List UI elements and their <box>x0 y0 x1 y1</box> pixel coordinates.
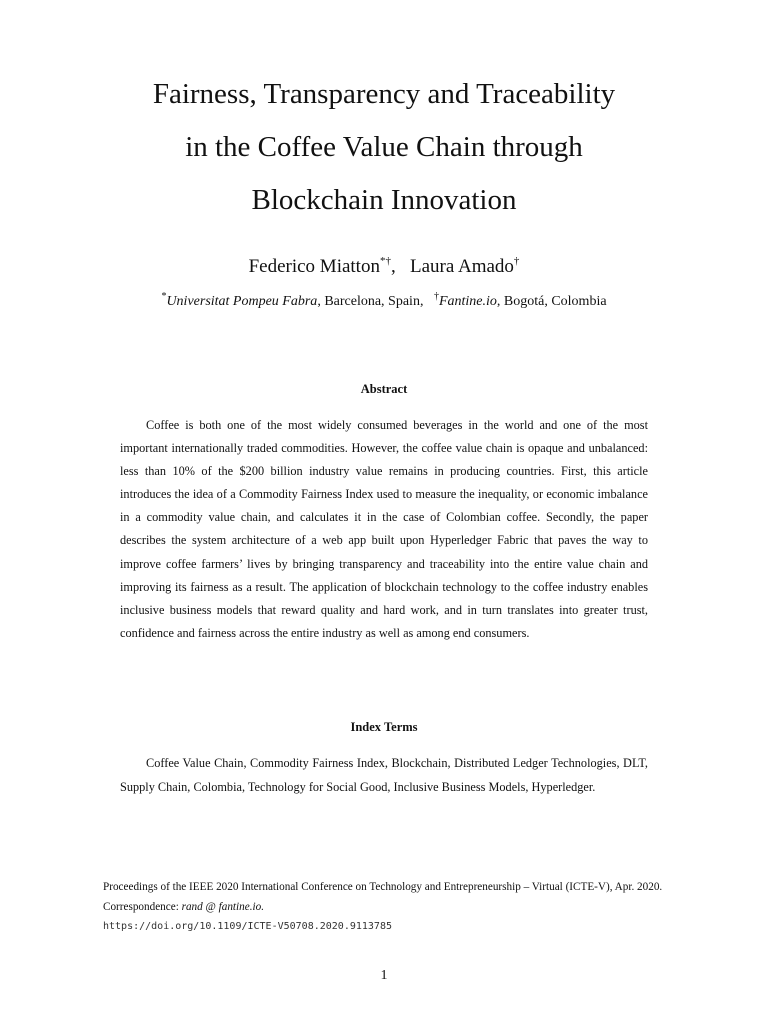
author-marks-1: *† <box>379 255 391 267</box>
affiliation-mark-1: * <box>161 291 167 302</box>
abstract-text: Coffee is both one of the most widely consumed beverages in the world and one of the most important internationally traded commodities. However, the coffee value chain is opaque and unbalanced: less than 10% of the $200 billion industry value remains in producing countries. First, this article introduces the idea of a Commodity Fairness Index used to measure the inequality, or economic imbalance in a commodity value chain, and calculates it in the case of Colombian coffee. Secondly, the paper describes the system architecture of a web app built upon Hyperledger Fabric that paves the way to improve coffee farmers’ lives by bringing transparency and traceability into the entire value chain and improving its fairness as a result. The application of blockchain technology to the coffee industry enables inclusive business models that reward quality and hard work, and in turn translates into greater trust, confidence and fairness across the entire industry as well as among end consumers. <box>120 418 648 640</box>
author-name-2: Laura Amado <box>409 256 514 277</box>
title-line-3: Blockchain Innovation <box>251 184 517 216</box>
title-line-2: in the Coffee Value Chain through <box>185 131 583 163</box>
index-terms-heading: Index Terms <box>350 720 418 734</box>
doi-link[interactable]: https://doi.org/10.1109/ICTE-V50708.2020.9113785 <box>103 921 392 932</box>
title-line-1: Fairness, Transparency and Traceability <box>152 78 616 110</box>
footnote-proceedings: Proceedings of the IEEE 2020 International Conference on Technology and Entrepreneurship – Virtual (ICTE-V), Apr. 2020. <box>103 881 663 893</box>
author-name-1: Federico Miatton <box>248 256 380 277</box>
affiliation-institution-1: Universitat Pompeu Fabra <box>166 294 318 309</box>
affiliation-location-2: , Bogotá, Colombia <box>496 294 607 309</box>
affiliation-mark-2: † <box>433 291 439 302</box>
page-number: 1 <box>380 968 388 983</box>
footnote-correspondence <box>103 901 703 913</box>
paper-title <box>0 68 768 227</box>
affiliation-institution-2: Fantine.io <box>438 294 497 309</box>
correspondence-label: Correspondence: <box>103 901 179 913</box>
index-terms-text: Coffee Value Chain, Commodity Fairness Index, Blockchain, Distributed Ledger Technologies, DLT, Supply Chain, Colombia, Technology for Social Good, Inclusive Business Models, Hyperledger. <box>120 756 648 794</box>
correspondence-email[interactable]: rand @ fantine.io. <box>181 901 264 913</box>
affiliations <box>0 291 768 310</box>
author-marks-2: † <box>513 255 520 267</box>
affiliation-location-1: , Barcelona, Spain, <box>317 294 424 309</box>
author-list: Federico Miatton*†, Laura Amado† <box>248 255 520 277</box>
abstract-heading: Abstract <box>360 382 408 396</box>
